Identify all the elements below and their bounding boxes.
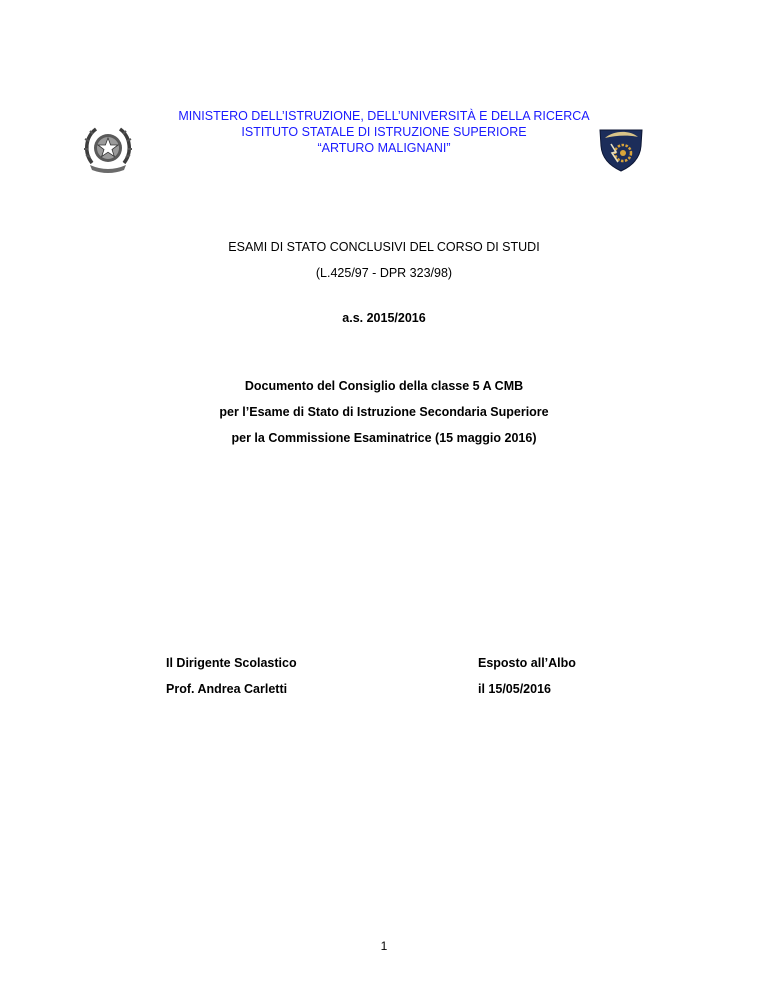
italian-republic-emblem-icon xyxy=(82,123,134,175)
document-title-line1: Documento del Consiglio della classe 5 A CMB xyxy=(244,379,524,393)
exam-title: ESAMI DI STATO CONCLUSIVI DEL CORSO DI STUDI xyxy=(228,240,540,254)
school-year: a.s. 2015/2016 xyxy=(342,311,426,325)
institution-header xyxy=(150,108,618,156)
document-title-line3: per la Commissione Esaminatrice (15 maggio 2016) xyxy=(231,431,537,445)
principal-label: Il Dirigente Scolastico xyxy=(166,656,297,670)
document-title-line2: per l’Esame di Stato di Istruzione Secondaria Superiore xyxy=(219,405,549,419)
institute-name: “ARTURO MALIGNANI” xyxy=(317,141,451,155)
institute-type: ISTITUTO STATALE DI ISTRUZIONE SUPERIORE xyxy=(241,125,527,139)
posting-date: il 15/05/2016 xyxy=(478,682,551,696)
page-number: 1 xyxy=(380,939,388,953)
principal-name: Prof. Andrea Carletti xyxy=(166,682,288,696)
school-shield-icon xyxy=(596,126,646,172)
ministry-name: MINISTERO DELL’ISTRUZIONE, DELL’UNIVERSITÀ E DELLA RICERCA xyxy=(178,109,590,123)
posting-label: Esposto all’Albo xyxy=(478,656,576,670)
exam-law-reference: (L.425/97 - DPR 323/98) xyxy=(315,266,453,280)
